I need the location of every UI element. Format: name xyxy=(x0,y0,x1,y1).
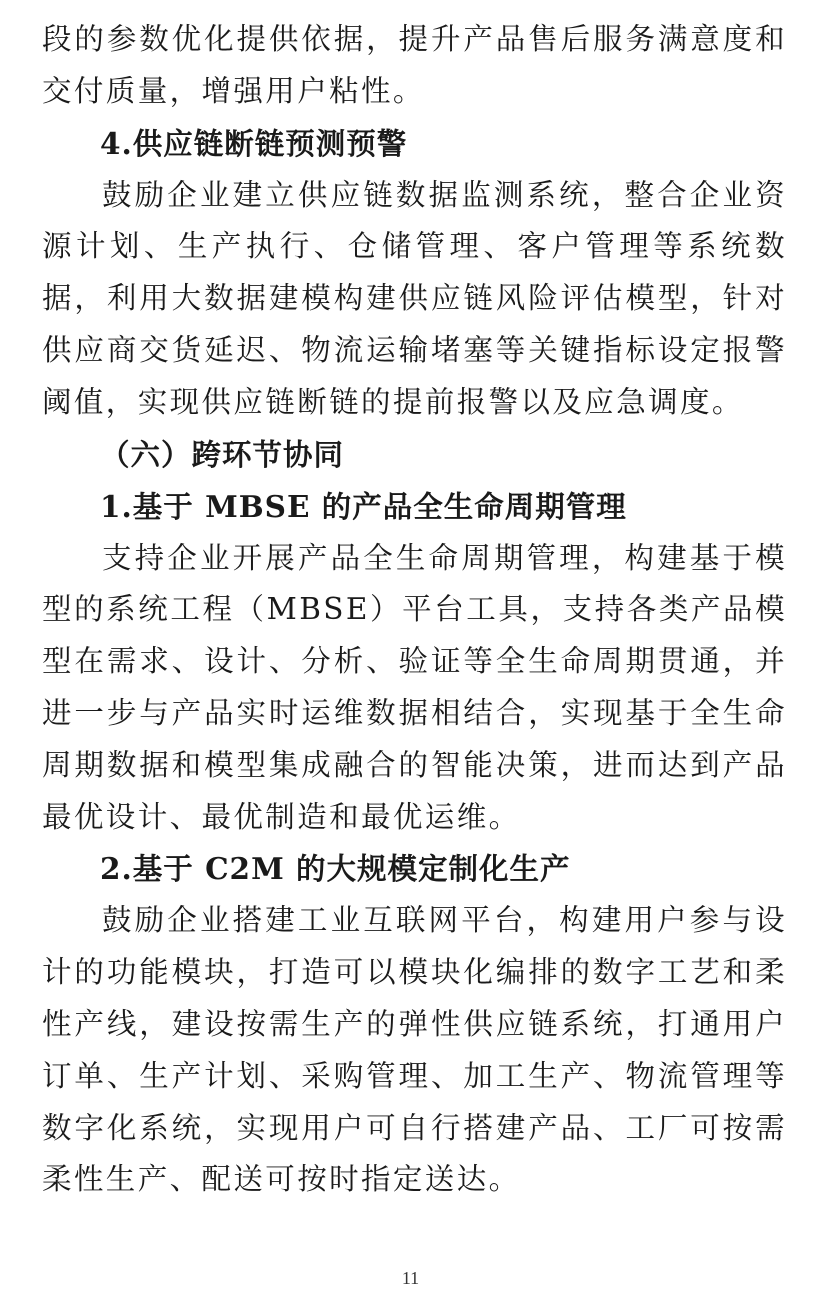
page-number: 11 xyxy=(401,1268,420,1288)
paragraph-supply-chain: 鼓励企业建立供应链数据监测系统，整合企业资源计划、生产执行、仓储管理、客户管理等系统数据，利用大数据建模构建供应链风险评估模型，针对供应商交货延迟、物流运输堵塞等关键指标设定报警阈值，实现供应链断链的提前报警以及应急调度。 xyxy=(42,177,787,419)
paragraph-c2m: 鼓励企业搭建工业互联网平台，构建用户参与设计的功能模块，打造可以模块化编排的数字工艺和柔性产线，建设按需生产的弹性供应链系统，打通用户订单、生产计划、采购管理、加工生产、物流管理等数字化系统，实现用户可自行搭建产品、工厂可按需柔性生产、配送可按时指定送达。 xyxy=(42,903,787,1197)
paragraph-continuation: 段的参数优化提供依据，提升产品售后服务满意度和交付质量，增强用户粘性。 xyxy=(42,22,787,108)
section-heading-cross-link: （六）跨环节协同 xyxy=(100,436,345,472)
heading-mbse: 1.基于 MBSE 的产品全生命周期管理 xyxy=(100,488,627,524)
heading-supply-chain-warning: 4.供应链断链预测预警 xyxy=(100,125,408,161)
heading-c2m: 2.基于 C2M 的大规模定制化生产 xyxy=(100,851,571,887)
document-body xyxy=(42,14,787,1206)
paragraph-mbse: 支持企业开展产品全生命周期管理，构建基于模型的系统工程（MBSE）平台工具，支持各类产品模型在需求、设计、分析、验证等全生命周期贯通，并进一步与产品实时运维数据相结合，实现基于全生命周期数据和模型集成融合的智能决策，进而达到产品最优设计、最优制造和最优运维。 xyxy=(42,540,787,834)
